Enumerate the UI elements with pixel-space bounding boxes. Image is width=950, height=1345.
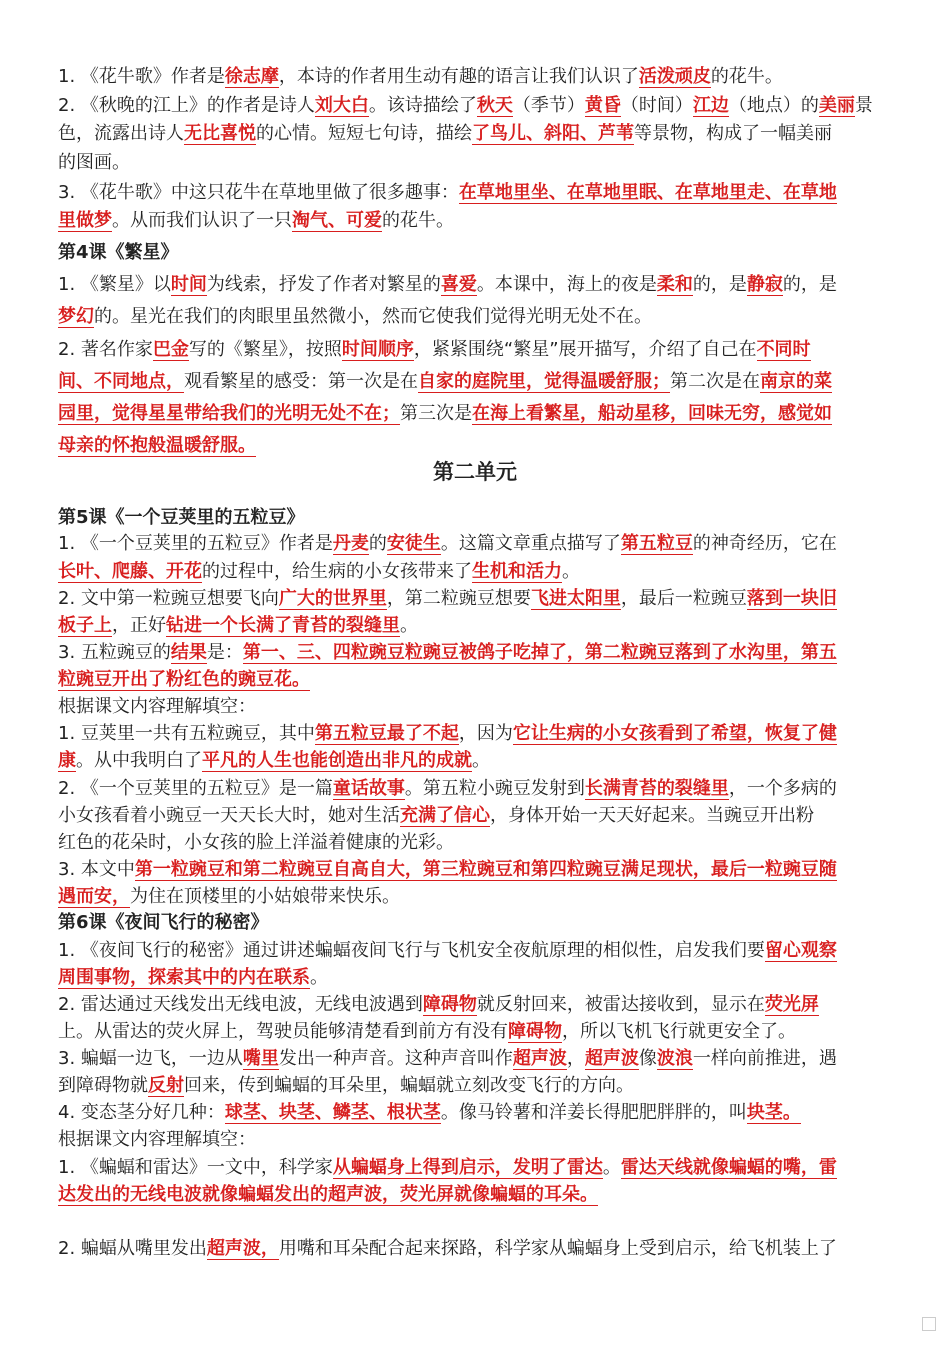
- text-segment: 2. 《一个豆荚里的五粒豆》是一篇: [58, 778, 333, 799]
- text-segment: 的，是: [692, 274, 747, 295]
- highlighted-answer: 时间顺序: [341, 339, 414, 360]
- highlighted-answer: 静寂: [746, 274, 783, 295]
- highlighted-answer: 第五粒豆最了不起: [314, 723, 459, 744]
- text-segment: 2. 著名作家: [58, 339, 153, 360]
- text-segment: 观看繁星的感受：第一次是在: [184, 371, 418, 392]
- text-segment: 。: [562, 561, 580, 582]
- text-segment: 是：: [206, 642, 243, 663]
- text-line: [58, 992, 898, 1018]
- text-segment: 1. 《繁星》以: [58, 274, 171, 295]
- highlighted-answer: 飞进太阳里: [530, 588, 621, 609]
- highlighted-answer: 钻进一个长满了青苔的裂缝里: [166, 615, 400, 636]
- lesson-heading: 第6课《夜间飞行的秘密》: [58, 912, 269, 933]
- highlighted-answer: 粒豌豆开出了粉红色的豌豆花。: [58, 669, 310, 690]
- text-segment: 1. 《花牛歌》作者是: [58, 66, 225, 87]
- highlighted-answer: 从蝙蝠身上得到启示，发明了雷达: [332, 1157, 603, 1178]
- highlighted-answer: 无比喜悦: [184, 123, 256, 144]
- text-line: [58, 803, 898, 829]
- highlighted-answer: 周围事物，探索其中的内在联系: [58, 967, 310, 988]
- text-line: [58, 505, 898, 531]
- highlighted-answer: 在海上看繁星，船动星移，回味无穷，感觉如: [472, 403, 832, 424]
- text-segment: （季节）: [512, 95, 585, 116]
- text-segment: 景: [854, 95, 873, 116]
- highlighted-answer: 康: [58, 750, 76, 771]
- highlighted-answer: 雷达天线就像蝙蝠的嘴，雷: [620, 1157, 837, 1178]
- highlighted-answer: 童话故事: [332, 778, 405, 799]
- text-segment: 。: [472, 750, 490, 771]
- text-segment: 的图画。: [58, 152, 130, 173]
- text-line: [58, 884, 898, 910]
- highlighted-answer: 第五粒豆: [620, 533, 693, 554]
- text-segment: 回来，传到蝙蝠的耳朵里，蝙蝠就立刻改变飞行的方向。: [184, 1075, 634, 1096]
- highlighted-answer: 园里，觉得星星带给我们的光明无处不在；: [58, 403, 400, 424]
- text-segment: 2. 雷达通过天线发出无线电波，无线电波遇到: [58, 994, 423, 1015]
- text-line: [58, 776, 898, 802]
- highlighted-answer: 球茎、块茎、鳞茎、根状茎: [224, 1102, 441, 1123]
- text-line: [58, 965, 898, 991]
- text-segment: 等景物，构成了一幅美丽: [634, 123, 832, 144]
- highlighted-answer: 充满了信心: [400, 805, 490, 826]
- text-line: [58, 857, 898, 883]
- text-line: [58, 640, 898, 666]
- text-line: [58, 1046, 898, 1072]
- text-line: [58, 272, 898, 298]
- highlighted-answer: 超声波，: [206, 1238, 279, 1259]
- text-line: [58, 938, 898, 964]
- text-segment: 的心情。短短七句诗，描绘: [256, 123, 472, 144]
- text-line: [58, 613, 898, 639]
- highlighted-answer: 时间: [170, 274, 207, 295]
- highlighted-answer: 达发出的无线电波就像蝙蝠发出的超声波，荧光屏就像蝙蝠的耳朵。: [58, 1184, 598, 1205]
- text-segment: 。: [310, 967, 328, 988]
- text-segment: ，正好: [112, 615, 166, 636]
- text-line: [58, 694, 898, 720]
- text-segment: （地点）的: [728, 95, 819, 116]
- highlighted-answer: 淘气、可爱: [292, 210, 382, 231]
- text-segment: ，因为: [458, 723, 513, 744]
- highlighted-answer: 喜爱: [440, 274, 477, 295]
- text-segment: 。: [400, 615, 418, 636]
- corner-mark: [922, 1317, 936, 1331]
- text-line: [58, 748, 898, 774]
- text-segment: 的: [368, 533, 387, 554]
- text-segment: 到障碍物就: [58, 1075, 148, 1096]
- highlighted-answer: 板子上: [58, 615, 112, 636]
- text-segment: 。: [602, 1157, 621, 1178]
- text-segment: 3. 《花牛歌》中这只花牛在草地里做了很多趣事：: [58, 182, 459, 203]
- highlighted-answer: 在草地里坐、在草地里眠、在草地里走、在草地: [458, 182, 837, 203]
- text-segment: 为线索，抒发了作者对繁星的: [206, 274, 441, 295]
- text-segment: 的，是: [782, 274, 837, 295]
- highlighted-answer: 南京的菜: [760, 371, 832, 392]
- text-segment: 小女孩看着小豌豆一天天长大时，她对生活: [58, 805, 400, 826]
- highlighted-answer: 第一粒豌豆和第二粒豌豆自高自大，第三粒豌豆和第四粒豌豆满足现状，最后一粒豌豆随: [134, 859, 837, 880]
- highlighted-answer: 自家的庭院里，觉得温暖舒服；: [418, 371, 670, 392]
- highlighted-answer: 巴金: [152, 339, 189, 360]
- text-segment: 3. 蝙蝠一边飞，一边从: [58, 1048, 243, 1069]
- text-segment: 。该诗描绘了: [368, 95, 477, 116]
- highlighted-answer: 落到一块旧: [746, 588, 837, 609]
- text-line: [58, 240, 898, 266]
- text-line: [58, 667, 898, 693]
- unit-title: 第二单元: [433, 460, 517, 484]
- highlighted-answer: 第一、三、四粒豌豆粒豌豆被鸽子吃掉了，第二粒豌豆落到了水沟里，第五: [242, 642, 837, 663]
- text-segment: ，最后一粒豌豆: [620, 588, 747, 609]
- highlighted-answer: 波浪: [656, 1048, 693, 1069]
- text-segment: 2. 文中第一粒豌豆想要飞向: [58, 588, 279, 609]
- highlighted-answer: 反射: [148, 1075, 184, 1096]
- highlighted-answer: 黄昏: [584, 95, 621, 116]
- highlighted-answer: 它让生病的小女孩看到了希望，恢复了健: [512, 723, 837, 744]
- text-segment: 用嘴和耳朵配合起来探路，科学家从蝙蝠身上受到启示，给飞机装上了: [278, 1238, 837, 1259]
- highlighted-answer: 结果: [170, 642, 207, 663]
- text-segment: 像: [638, 1048, 657, 1069]
- text-segment: 第二次是在: [670, 371, 760, 392]
- text-segment: 。像马铃薯和洋姜长得肥肥胖胖的，叫: [440, 1102, 747, 1123]
- text-line: [58, 1236, 898, 1262]
- text-segment: 1. 《一个豆荚里的五粒豆》作者是: [58, 533, 333, 554]
- highlighted-answer: 美丽: [818, 95, 855, 116]
- text-line: [58, 721, 898, 747]
- highlighted-answer: 长叶、爬藤、开花: [58, 561, 202, 582]
- text-segment: 就反射回来，被雷达接收到，显示在: [476, 994, 765, 1015]
- text-segment: ，第二粒豌豆想要: [386, 588, 531, 609]
- text-segment: 。从中我明白了: [76, 750, 202, 771]
- highlighted-answer: 嘴里: [242, 1048, 279, 1069]
- highlighted-answer: 活泼顽皮: [638, 66, 711, 87]
- text-segment: 1. 豆荚里一共有五粒豌豆，其中: [58, 723, 315, 744]
- highlighted-answer: 柔和: [656, 274, 693, 295]
- text-segment: 。第五粒小豌豆发射到: [404, 778, 585, 799]
- text-segment: 1. 《蝙蝠和雷达》一文中，科学家: [58, 1157, 333, 1178]
- text-line: [58, 64, 898, 90]
- highlighted-answer: 江边: [692, 95, 729, 116]
- text-segment: 2. 《秋晚的江上》的作者是诗人: [58, 95, 315, 116]
- text-line: [58, 150, 898, 176]
- highlighted-answer: 梦幻: [58, 306, 94, 327]
- highlighted-answer: 平凡的人生也能创造出非凡的成就: [202, 750, 472, 771]
- text-line: [58, 1073, 898, 1099]
- text-segment: 。从而我们认识了一只: [112, 210, 292, 231]
- text-segment: 发出一种声音。这种声音叫作: [278, 1048, 513, 1069]
- text-segment: 一样向前推进，遇: [692, 1048, 837, 1069]
- highlighted-answer: 留心观察: [764, 940, 837, 961]
- highlighted-answer: 徐志摩: [224, 66, 279, 87]
- text-line: [58, 369, 898, 395]
- text-line: [58, 93, 898, 119]
- highlighted-answer: 里做梦: [58, 210, 112, 231]
- text-line: [58, 433, 898, 459]
- text-segment: ，所以飞机飞行就更安全了。: [562, 1021, 796, 1042]
- text-line: [58, 559, 898, 585]
- text-segment: 3. 本文中: [58, 859, 135, 880]
- highlighted-answer: 间、不同地点，: [58, 371, 184, 392]
- text-segment: 的花牛。: [710, 66, 783, 87]
- highlighted-answer: 广大的世界里: [278, 588, 387, 609]
- highlighted-answer: 遇而安，: [58, 886, 130, 907]
- text-line: [58, 1155, 898, 1181]
- text-line: [58, 1182, 898, 1208]
- highlighted-answer: 超声波: [584, 1048, 639, 1069]
- lesson-heading: 第4课《繁星》: [58, 242, 179, 263]
- text-line: [58, 401, 898, 427]
- highlighted-answer: 了鸟儿、斜阳、芦苇: [472, 123, 634, 144]
- text-segment: 红色的花朵时，小女孩的脸上洋溢着健康的光彩。: [58, 832, 454, 853]
- highlighted-answer: 不同时: [756, 339, 811, 360]
- text-segment: 写的《繁星》，按照: [188, 339, 342, 360]
- text-line: [58, 531, 898, 557]
- highlighted-answer: 刘大白: [314, 95, 369, 116]
- text-segment: ，身体开始一天天好起来。当豌豆开出粉: [490, 805, 814, 826]
- text-segment: 2. 蝙蝠从嘴里发出: [58, 1238, 207, 1259]
- text-segment: （时间）: [620, 95, 693, 116]
- text-segment: 根据课文内容理解填空：: [58, 1129, 256, 1150]
- text-segment: 的神奇经历，它在: [692, 533, 837, 554]
- text-line: [58, 910, 898, 936]
- highlighted-answer: 丹麦: [332, 533, 369, 554]
- highlighted-answer: 生机和活力: [472, 561, 562, 582]
- text-line: [58, 1127, 898, 1153]
- highlighted-answer: 荧光屏: [764, 994, 819, 1015]
- text-line: [58, 180, 898, 206]
- text-segment: 为住在顶楼里的小姑娘带来快乐。: [130, 886, 400, 907]
- text-line: [58, 586, 898, 612]
- text-segment: 色，流露出诗人: [58, 123, 184, 144]
- text-segment: ，紧紧围绕“繁星”展开描写，介绍了自己在: [413, 339, 757, 360]
- text-segment: 的过程中，给生病的小女孩带来了: [202, 561, 472, 582]
- highlighted-answer: 母亲的怀抱般温暖舒服。: [58, 435, 256, 456]
- text-segment: ，一个多病的: [728, 778, 837, 799]
- text-line: [58, 1019, 898, 1045]
- highlighted-answer: 安徒生: [386, 533, 441, 554]
- text-line: [58, 830, 898, 856]
- text-segment: 根据课文内容理解填空：: [58, 696, 256, 717]
- text-line: [58, 1100, 898, 1126]
- highlighted-answer: 块茎。: [746, 1102, 801, 1123]
- text-line: [58, 208, 898, 234]
- text-segment: 的花牛。: [382, 210, 454, 231]
- text-segment: ，: [566, 1048, 585, 1069]
- highlighted-answer: 障碍物: [422, 994, 477, 1015]
- text-segment: 的。星光在我们的肉眼里虽然微小，然而它使我们觉得光明无处不在。: [94, 306, 652, 327]
- highlighted-answer: 长满青苔的裂缝里: [584, 778, 729, 799]
- text-line: [58, 121, 898, 147]
- text-segment: 3. 五粒豌豆的: [58, 642, 171, 663]
- text-segment: 4. 变态茎分好几种：: [58, 1102, 225, 1123]
- text-segment: 。本课中，海上的夜是: [476, 274, 657, 295]
- text-segment: ，本诗的作者用生动有趣的语言让我们认识了: [278, 66, 639, 87]
- highlighted-answer: 秋天: [476, 95, 513, 116]
- text-segment: 上。从雷达的荧火屏上，驾驶员能够清楚看到前方有没有: [58, 1021, 508, 1042]
- text-segment: 第三次是: [400, 403, 472, 424]
- lesson-heading: 第5课《一个豆荚里的五粒豆》: [58, 507, 305, 528]
- text-segment: 1. 《夜间飞行的秘密》通过讲述蝙蝠夜间飞行与飞机安全夜航原理的相似性，启发我们要: [58, 940, 765, 961]
- highlighted-answer: 超声波: [512, 1048, 567, 1069]
- highlighted-answer: 障碍物: [508, 1021, 562, 1042]
- text-segment: 。这篇文章重点描写了: [440, 533, 621, 554]
- text-line: [58, 304, 898, 330]
- text-line: [58, 337, 898, 363]
